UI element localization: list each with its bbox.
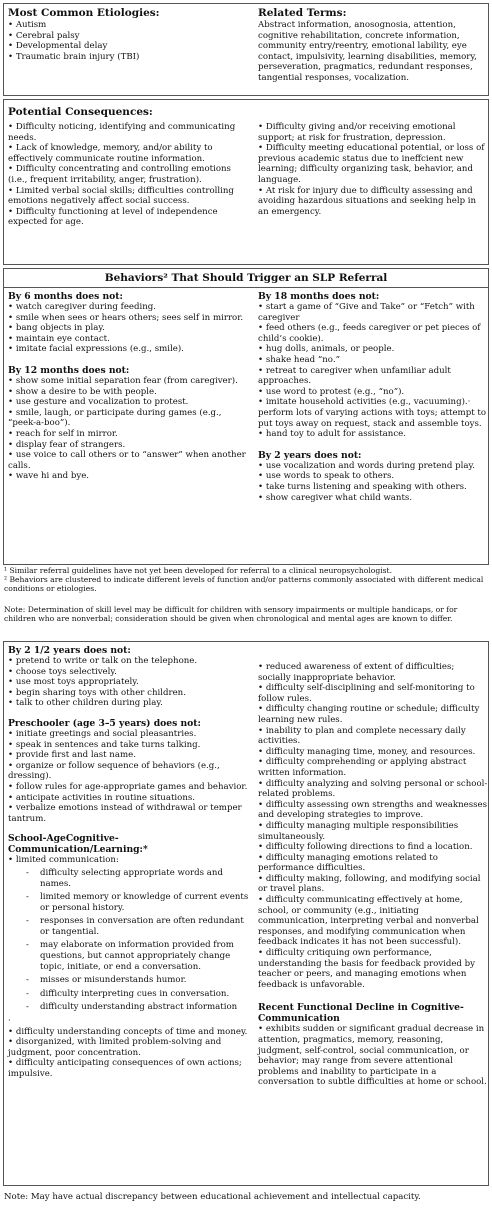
behavior-item: • show caregiver what child wants. (258, 493, 488, 504)
behavior-item: • use gesture and vocalization to protest. (8, 397, 250, 408)
behavior-item: • smile, laugh, or participate during games (e.g., “peek-a-boo”). (8, 408, 250, 429)
etiology-item: • Developmental delay (8, 41, 244, 52)
behavior-item: • follow rules for age-appropriate games and behavior. (8, 782, 252, 793)
difficulty-item: • difficulty communicating effectively at home, school, or community (e.g., initiating communication, interpreting verbal and nonverbal responses, and modifying communication when feedback indicates it has not been successful). (258, 895, 488, 948)
consequence-item: • Difficulty concentrating and controlling emotions (i.e., frequent irritability, anger, frustration). (8, 164, 250, 185)
difficulty-item: • difficulty managing time, money, and resources. (258, 747, 488, 758)
consequence-item: • Limited verbal social skills; difficulties controlling emotions negatively affect social success. (8, 186, 250, 207)
difficulty-item: • difficulty following directions to find a location. (258, 842, 488, 853)
school-sub-item: - difficulty understanding abstract information (26, 1002, 252, 1013)
consequence-item: • Difficulty meeting educational potential, or loss of previous academic status due to ineffcient new learning; difficulty organizing task, behavior, and language. (258, 143, 488, 185)
school-item: • difficulty understanding concepts of time and money. (8, 1027, 252, 1038)
difficulty-item: • difficulty assessing own strengths and weaknesses and developing strategies to improve. (258, 800, 488, 821)
behavior-item: • reach for self in mirror. (8, 429, 250, 440)
school-item: • difficulty anticipating consequences of own actions; impulsive. (8, 1058, 252, 1079)
behavior-item: • take turns listening and speaking with others. (258, 482, 488, 493)
decline-list (258, 1024, 488, 1088)
consequences-left-list (8, 122, 250, 228)
behaviors-box (3, 268, 489, 565)
consequence-item: • Difficulty noticing, identifying and communicating needs. (8, 122, 250, 143)
behavior-item: • use vocalization and words during pretend play. (258, 461, 488, 472)
school-marker: · (8, 1016, 11, 1027)
school-items-list (8, 1027, 252, 1080)
behavior-item: • wave hi and bye. (8, 471, 250, 482)
behavior-item: • retreat to caregiver when unfamiliar adult approaches. (258, 366, 488, 387)
etiologies-list (8, 20, 244, 62)
y25-list (8, 656, 252, 709)
difficulty-item: • difficulty critiquing own performance, understanding the basis for feedback provided by teacher or peers, and managing emotions when feedback is unfavorable. (258, 948, 488, 990)
behavior-item: • shake head “no.” (258, 355, 488, 366)
etiologies-box (3, 3, 489, 96)
m6-list (8, 302, 250, 355)
decline-item: • exhibits sudden or significant gradual decrease in attention, pragmatics, memory, reasoning, judgment, self-control, social communication, or behavior; may range from severe attentional problems and inability to participate in a conversation to subtle difficulties at home or school. (258, 1024, 488, 1088)
etiology-item: • Traumatic brain injury (TBI) (8, 52, 244, 63)
m18-heading: By 18 months does not: (258, 291, 380, 302)
y25-heading: By 2 1/2 years does not: (8, 645, 131, 656)
behavior-item: • use voice to call others or to “answer” when another calls. (8, 450, 250, 471)
behavior-item: • speak in sentences and take turns talking. (8, 740, 252, 751)
difficulty-item: • difficulty managing emotions related to performance difficulties. (258, 853, 488, 874)
school-sub-item: - limited memory or knowledge of current events or personal history. (26, 892, 252, 913)
behavior-item: • provide first and last name. (8, 750, 252, 761)
behavior-item: • use word to protest (e.g., “no”). (258, 387, 488, 398)
school-sub-list (8, 868, 252, 1013)
behavior-item: • anticipate activities in routine situations. (8, 793, 252, 804)
preschool-list (8, 729, 252, 824)
school-heading: School-AgeCognitive-Communication/Learning:* (8, 833, 148, 856)
consequence-item: • Lack of knowledge, memory, and/or ability to effectively communicate routine information. (8, 143, 250, 164)
consequence-item: • Difficulty functioning at level of independence expected for age. (8, 207, 250, 228)
school-limited-label: • limited communication: (8, 855, 252, 866)
footnote: ¹ Similar referral guidelines have not yet been developed for referral to a clinical neuropsychologist. (4, 566, 392, 575)
difficulty-item: • inability to plan and complete necessary daily activities. (258, 726, 488, 747)
behavior-item: • use words to speak to others. (258, 471, 488, 482)
behavior-item: • begin sharing toys with other children. (8, 688, 252, 699)
school-sub-item: - may elaborate on information provided from questions, but cannot appropriately change topic, initiate, or end a conversation. (26, 940, 252, 972)
footnotes (4, 566, 488, 594)
behavior-item: • use most toys appropriately. (8, 677, 252, 688)
lower-box (3, 641, 489, 1186)
note-discrepancy: Note: May have actual discrepancy between educational achievement and intellectual capacity. (4, 1192, 421, 1202)
behavior-item: • display fear of strangers. (8, 440, 250, 451)
related-terms-text: Abstract information, anosognosia, attention, cognitive rehabilitation, concrete information, community entry/reentry, emotional lability, eye contact, impulsivity, learning disabilities, memory, perseveration, pragmatics, redundant responses, tangential responses, vocalization. (258, 20, 477, 83)
note-skill-level: Note: Determination of skill level may be difficult for children with sensory impairments or multiple handicaps, or for children who are nonverbal; consideration should be given when chronological and mental ages are known to differ. (4, 605, 458, 624)
consequences-heading: Potential Consequences: (8, 106, 153, 118)
behavior-item: • hand toy to adult for assistance. (258, 429, 488, 440)
behavior-item: • imitate facial expressions (e.g., smile). (8, 344, 250, 355)
m12-list (8, 376, 250, 482)
difficulty-item: • difficulty comprehending or applying abstract written information. (258, 757, 488, 778)
difficulty-item: • difficulty analyzing and solving personal or school-related problems. (258, 779, 488, 800)
behavior-item: • show a desire to be with people. (8, 387, 250, 398)
etiology-item: • Autism (8, 20, 244, 31)
consequences-right-list (258, 122, 488, 217)
etiologies-heading: Most Common Etiologies: (8, 7, 160, 19)
consequence-item: • Difficulty giving and/or receiving emotional support; at risk for frustration, depression. (258, 122, 488, 143)
difficulty-item: • difficulty self-disciplining and self-monitoring to follow rules. (258, 683, 488, 704)
behavior-item: • maintain eye contact. (8, 334, 250, 345)
behavior-item: • smile when sees or hears others; sees self in mirror. (8, 313, 250, 324)
behavior-item: • imitate household activities (e.g., vacuuming).· perform lots of varying actions with toys; attempt to put toys away on request, stack and assemble toys. (258, 397, 488, 429)
related-terms-heading: Related Terms: (258, 7, 347, 19)
behavior-item: • show some initial separation fear (from caregiver). (8, 376, 250, 387)
lower-right-list (258, 662, 488, 990)
behavior-item: • initiate greetings and social pleasantries. (8, 729, 252, 740)
school-limited-list (8, 855, 252, 866)
behavior-item: • feed others (e.g., feeds caregiver or pet pieces of child’s cookie). (258, 323, 488, 344)
behavior-item: • hug dolls, animals, or people. (258, 344, 488, 355)
behaviors-title: Behaviors² That Should Trigger an SLP Referral (4, 269, 488, 288)
behavior-item: • verbalize emotions instead of withdrawal or temper tantrum. (8, 803, 252, 824)
behavior-item: • start a game of “Give and Take” or “Fetch” with caregiver (258, 302, 488, 323)
behavior-item: • watch caregiver during feeding. (8, 302, 250, 313)
behavior-item: • bang objects in play. (8, 323, 250, 334)
consequence-item: • At risk for injury due to difficulty assessing and avoiding hazardous situations and seeking help in an emergency. (258, 186, 488, 218)
footnote: ² Behaviors are clustered to indicate different levels of function and/or patterns commonly associated with different medical conditions or etiologies. (4, 575, 484, 594)
school-sub-item: - difficulty interpreting cues in conversation. (26, 989, 252, 1000)
difficulty-item: • difficulty managing multiple responsibilities simultaneously. (258, 821, 488, 842)
consequences-box (3, 99, 489, 265)
behavior-item: • organize or follow sequence of behaviors (e.g., dressing). (8, 761, 252, 782)
decline-heading: Recent Functional Decline in Cognitive-Communication (258, 1002, 464, 1025)
y2-heading: By 2 years does not: (258, 449, 362, 461)
school-sub-item: - responses in conversation are often redundant or tangential. (26, 916, 252, 937)
preschool-heading: Preschooler (age 3–5 years) does not: (8, 717, 201, 729)
school-sub-item: - difficulty selecting appropriate words and names. (26, 868, 252, 889)
m6-heading: By 6 months does not: (8, 291, 123, 302)
difficulty-item: • difficulty making, following, and modifying social or travel plans. (258, 874, 488, 895)
behavior-item: • pretend to write or talk on the telephone. (8, 656, 252, 667)
behavior-item: • choose toys selectively. (8, 667, 252, 678)
behavior-item: • talk to other children during play. (8, 698, 252, 709)
y2-list (258, 461, 488, 503)
difficulty-item: • difficulty changing routine or schedule; difficulty learning new rules. (258, 704, 488, 725)
m12-heading: By 12 months does not: (8, 364, 130, 376)
difficulty-item: • reduced awareness of extent of difficulties; socially inappropriate behavior. (258, 662, 488, 683)
school-item: • disorganized, with limited problem-solving and judgment, poor concentration. (8, 1037, 252, 1058)
etiology-item: • Cerebral palsy (8, 31, 244, 42)
school-sub-item: - misses or misunderstands humor. (26, 975, 252, 986)
m18-list (258, 302, 488, 440)
